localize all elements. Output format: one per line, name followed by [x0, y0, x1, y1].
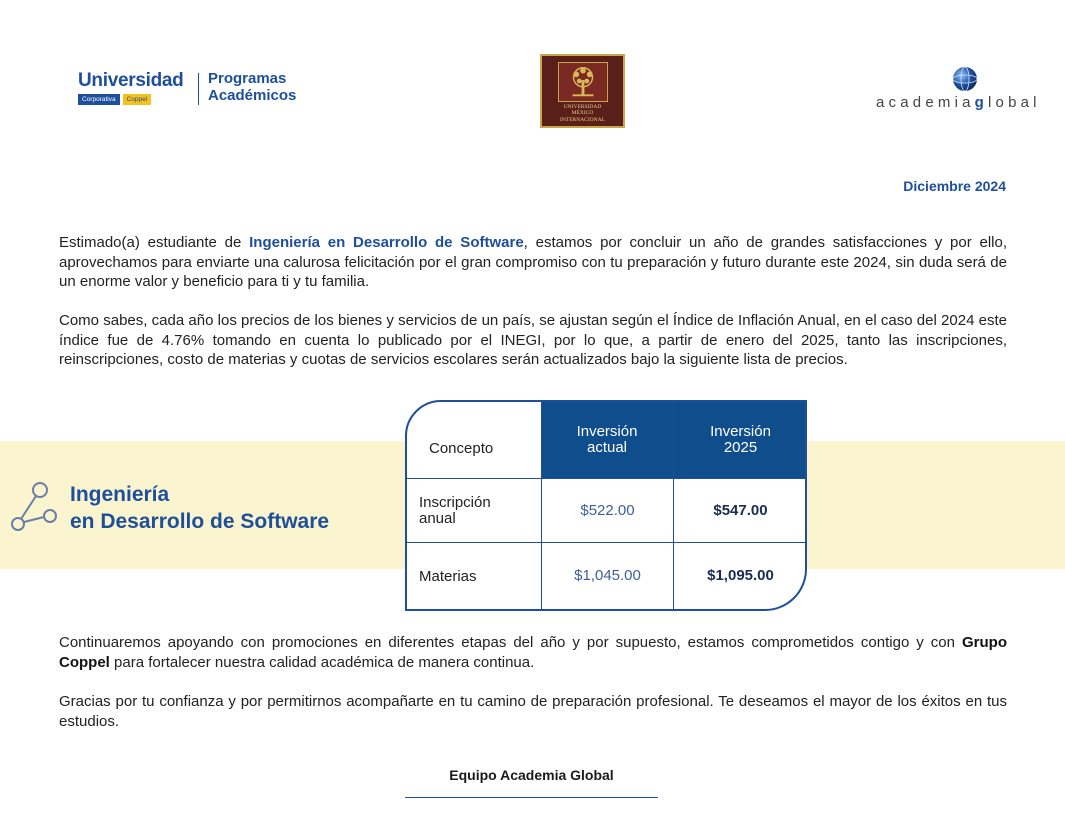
ucc-logo-divider [198, 73, 199, 105]
company-name: Grupo Coppel [59, 634, 1007, 671]
ag-logo-word [876, 94, 1041, 111]
academia-global-logo [872, 66, 1041, 116]
node-graph-icon [10, 480, 58, 534]
price-table [405, 400, 807, 611]
table-row-current-price: $1,045.00 [574, 567, 641, 584]
program-name: Ingeniería en Desarrollo de Software [249, 234, 524, 251]
price-table-header-current-line2: actual [586, 439, 628, 456]
ag-logo-part3: lobal [988, 94, 1041, 111]
price-table-header-current-line1: Inversión [576, 423, 638, 440]
table-row-new-price: $1,095.00 [707, 567, 774, 584]
tree-emblem-icon [558, 62, 608, 102]
price-table-header-new-line2: 2025 [723, 439, 758, 456]
paragraph-inflation: Como sabes, cada año los precios de los bienes y servicios de un país, se ajustan según el Índice de Inflación Anual, en el caso del 2024 este índice fue de 4.76% tomando en cuenta lo publicado por el INEGI, por lo que, a partir de enero del 2025, tanto las inscripciones, reinscripciones, costo de materias y cuotas de servicios escolares serán actualizados bajo la siguiente lista de precios. [59, 312, 1007, 368]
ag-logo-part2: g [974, 94, 989, 111]
price-table-header-concept [407, 402, 541, 478]
globe-icon [952, 66, 978, 92]
row1-concept-line2: anual [419, 509, 456, 527]
ag-logo-part1: academia [876, 94, 975, 111]
price-table-header-new [674, 402, 807, 478]
table-row-concept [407, 479, 541, 542]
ucc-logo-programs [208, 70, 296, 104]
paragraph-greeting-post: , estamos por concluir un año de grandes satisfacciones y por ello, aprovechamos para enviarte una calurosa felicitación por el gran compromiso con tu preparación y futuro durante este 2024, sin duda será de un enorme valor y beneficio para ti y tu familia. [59, 234, 1008, 290]
table-row-current-price: $522.00 [580, 501, 635, 519]
umi-logo-line3: INTERNACIONAL [560, 116, 605, 123]
row1-concept-line1: Inscripción [419, 493, 491, 511]
ucc-logo-sub-coppel: Coppel [123, 94, 152, 105]
price-table-header-current [541, 402, 673, 478]
universidad-coppel-logo [78, 70, 318, 110]
signature: Equipo Academia Global [449, 767, 614, 783]
ucc-logo-programs-line1: Programas [208, 70, 287, 87]
paragraph-promotions-pre: Continuaremos apoyando con promociones en diferentes etapas del año y por supuesto, estamos comprometidos contigo y con [59, 634, 962, 651]
paragraph-thanks: Gracias por tu confianza y por permitirnos acompañarte en tu camino de preparación profesional. Te deseamos el mayor de los éxitos en tus estudios. [59, 693, 1007, 730]
program-band-title [70, 481, 329, 535]
row2-concept-line1: Materias [419, 568, 477, 585]
letter-date: Diciembre 2024 [903, 178, 1006, 194]
universidad-mexico-internacional-logo [540, 54, 625, 128]
umi-logo-line1: UNIVERSIDAD [563, 103, 602, 110]
paragraph-greeting [59, 233, 1007, 292]
ucc-logo-programs-line2: Académicos [208, 87, 297, 104]
table-row-new-price: $547.00 [713, 501, 768, 519]
ucc-logo-sub [78, 94, 151, 105]
umi-logo-text [542, 104, 623, 124]
paragraph-promotions [59, 633, 1007, 672]
program-band-title-line2: en Desarrollo de Software [70, 510, 330, 533]
ucc-logo-sub-corporativa: Corporativa [78, 94, 120, 105]
program-band-title-line1: Ingeniería [70, 483, 170, 506]
table-row-concept [407, 543, 541, 611]
umi-logo-line2: MÉXICO [571, 110, 594, 116]
price-table-header-concept-text: Concepto [429, 440, 494, 457]
signature-line [405, 797, 658, 798]
price-table-header-new-line1: Inversión [710, 423, 771, 440]
paragraph-promotions-post: para fortalecer nuestra calidad académica de manera continua. [109, 653, 535, 671]
paragraph-greeting-pre: Estimado(a) estudiante de [59, 234, 250, 251]
ucc-logo-word: Universidad [78, 70, 184, 91]
